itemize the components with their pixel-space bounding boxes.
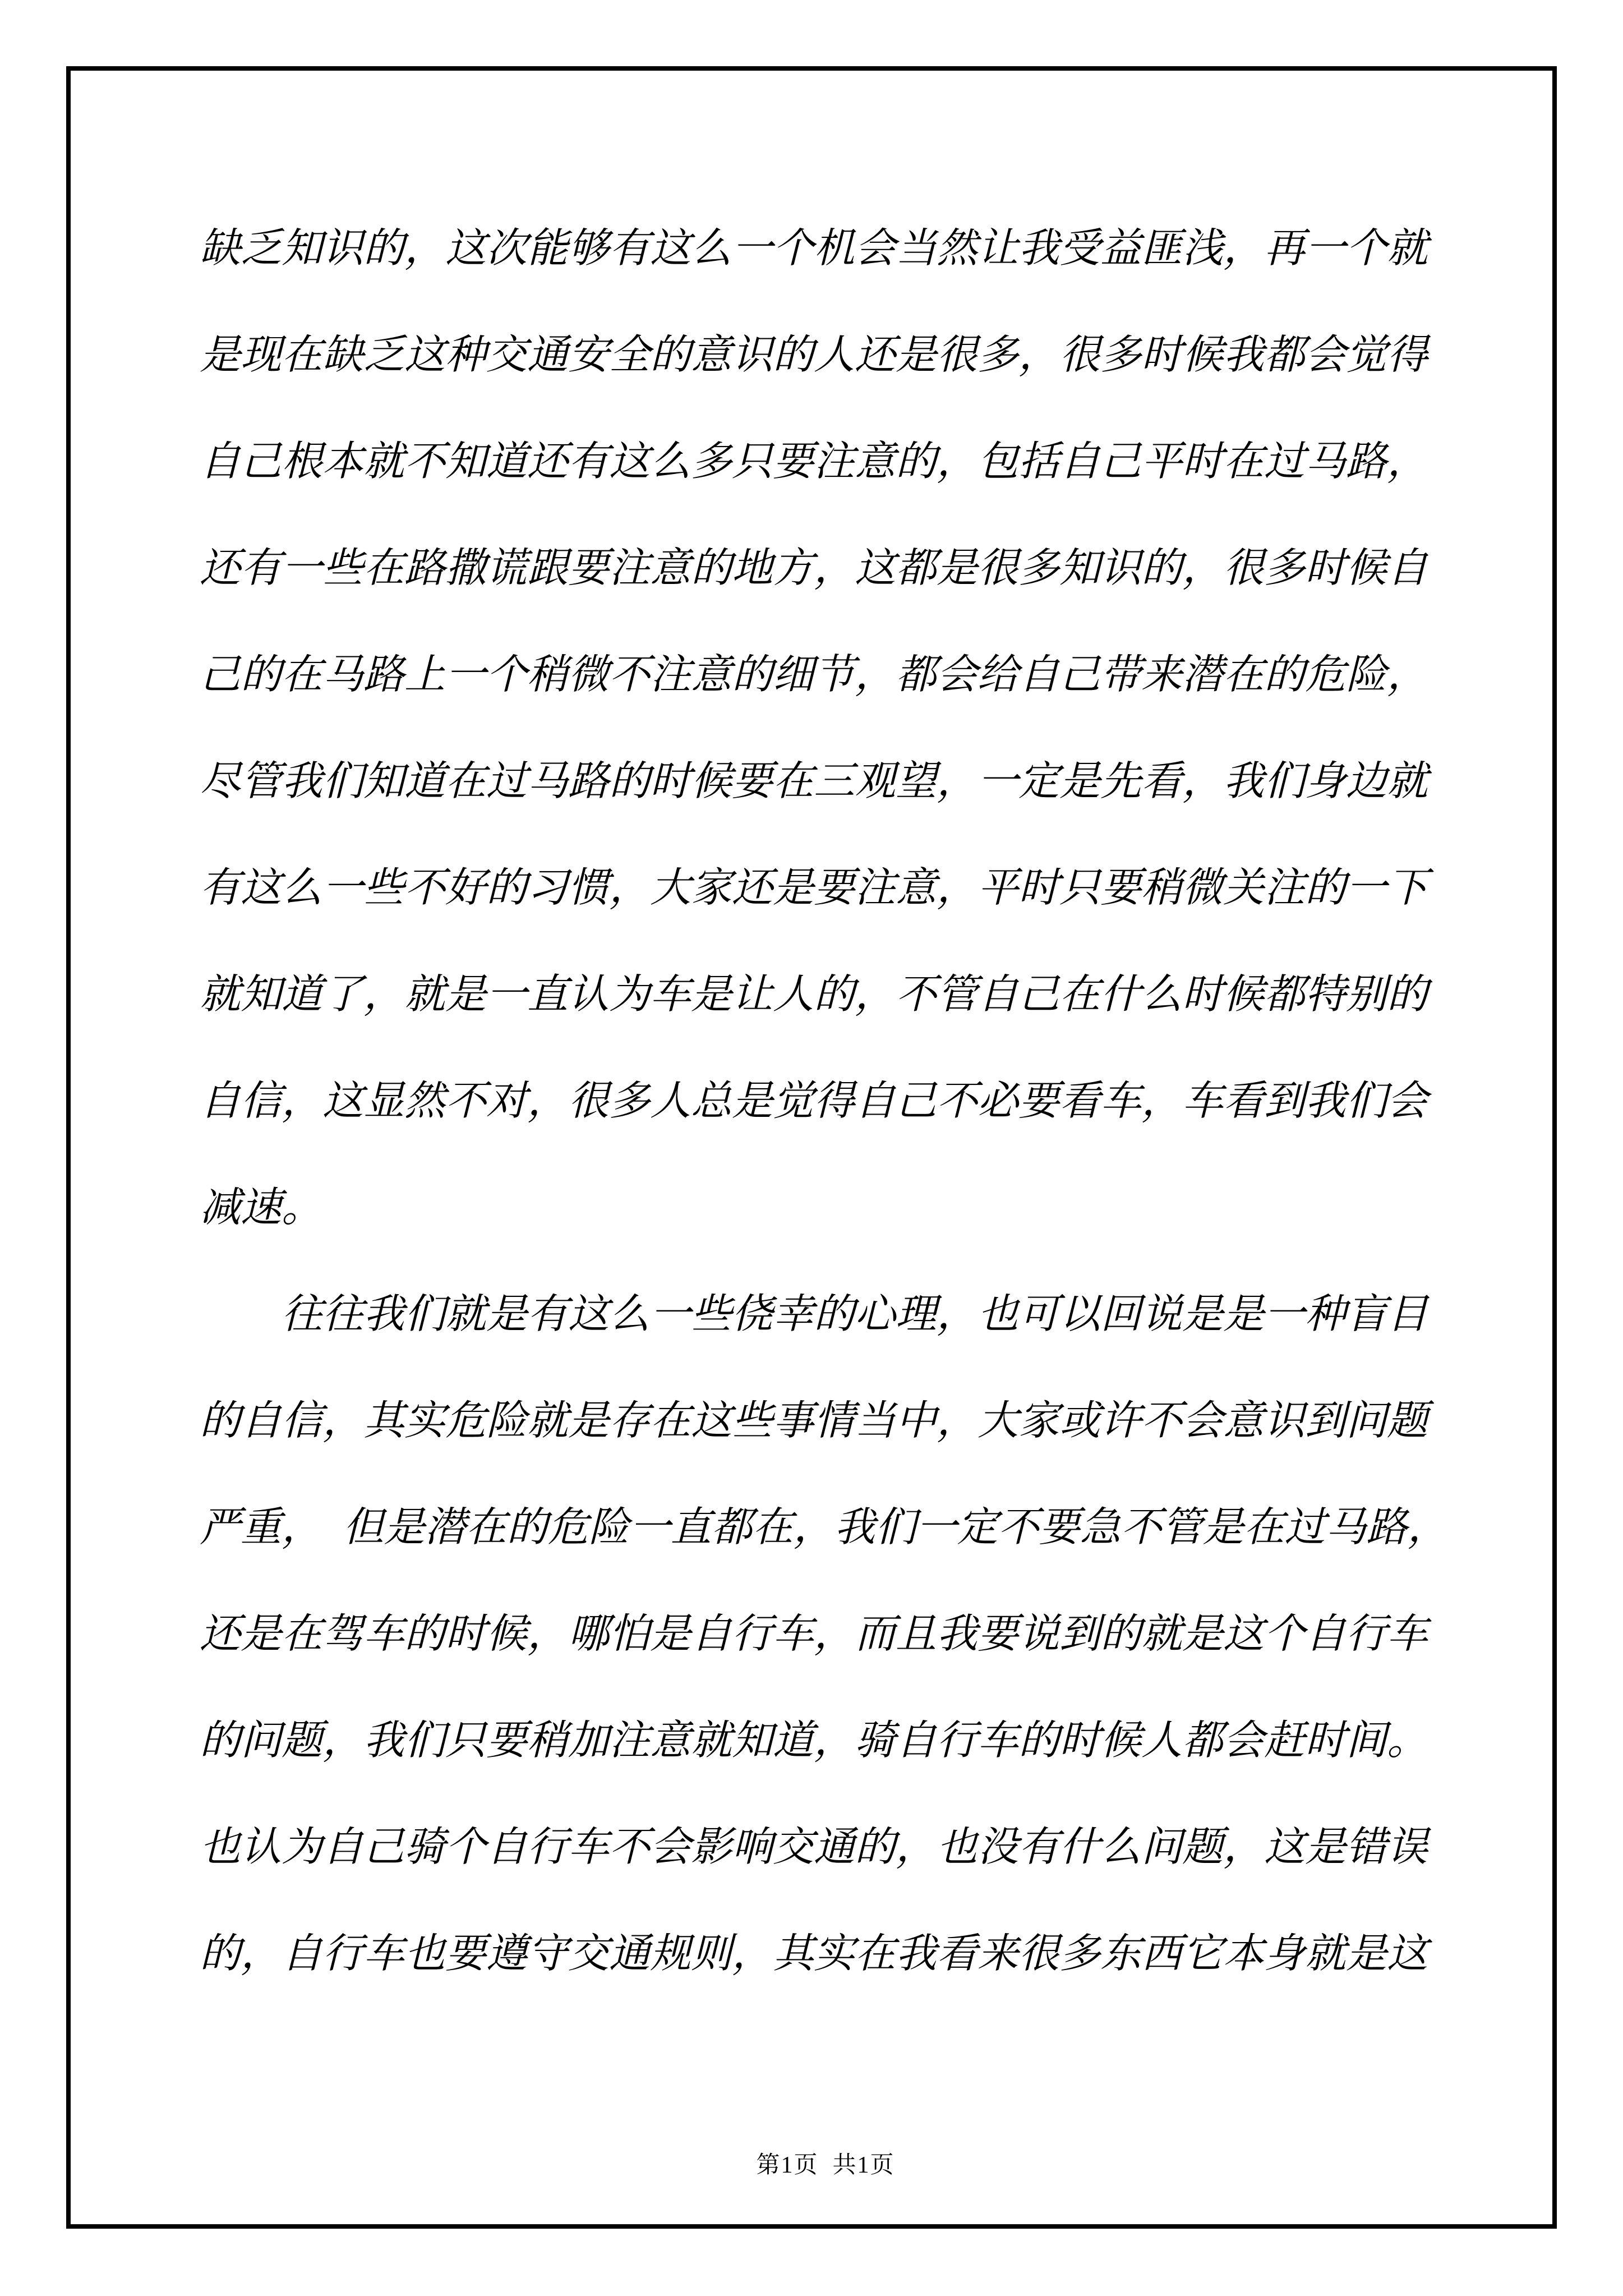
text-line: 缺乏知识的，这次能够有这么一个机会当然让我受益匪浅，再一个就 [200, 226, 1428, 271]
text-line: 严重， 但是潜在的危险一直都在，我们一定不要急不管是在过马路， [200, 1504, 1449, 1550]
page-footer [0, 2119, 1623, 2207]
body-text [200, 195, 1449, 2007]
text-line: 往往我们就是有这么一些侥幸的心理，也可以回说是是一种盲目 [282, 1291, 1428, 1337]
page-number: 第1页 共1页 [756, 2152, 895, 2178]
text-line: 己的在马路上一个稍微不注意的细节，都会给自己带来潜在的危险， [200, 652, 1428, 697]
text-line: 的问题，我们只要稍加注意就知道，骑自行车的时候人都会赶时间。 [200, 1718, 1428, 1763]
text-line: 还是在驾车的时候，哪怕是自行车，而且我要说到的就是这个自行车 [200, 1611, 1428, 1657]
text-line: 减速。 [200, 1185, 322, 1230]
text-line: 的自信，其实危险就是存在这些事情当中，大家或许不会意识到问题 [200, 1398, 1428, 1443]
text-line: 的，自行车也要遵守交通规则，其实在我看来很多东西它本身就是这 [200, 1931, 1428, 1976]
text-line: 是现在缺乏这种交通安全的意识的人还是很多，很多时候我都会觉得 [200, 332, 1428, 378]
text-line: 自信，这显然不对，很多人总是觉得自己不必要看车，车看到我们会 [200, 1078, 1428, 1124]
text-line: 还有一些在路撒谎跟要注意的地方，这都是很多知识的，很多时候自 [200, 545, 1428, 591]
text-line: 就知道了，就是一直认为车是让人的，不管自己在什么时候都特别的 [200, 972, 1428, 1017]
text-line: 有这么一些不好的习惯，大家还是要注意，平时只要稍微关注的一下 [200, 865, 1428, 910]
text-line: 也认为自己骑个自行车不会影响交通的，也没有什么问题，这是错误 [200, 1824, 1428, 1870]
text-line: 自己根本就不知道还有这么多只要注意的，包括自己平时在过马路， [200, 439, 1428, 484]
text-line: 尽管我们知道在过马路的时候要在三观望，一定是先看，我们身边就 [200, 758, 1428, 804]
